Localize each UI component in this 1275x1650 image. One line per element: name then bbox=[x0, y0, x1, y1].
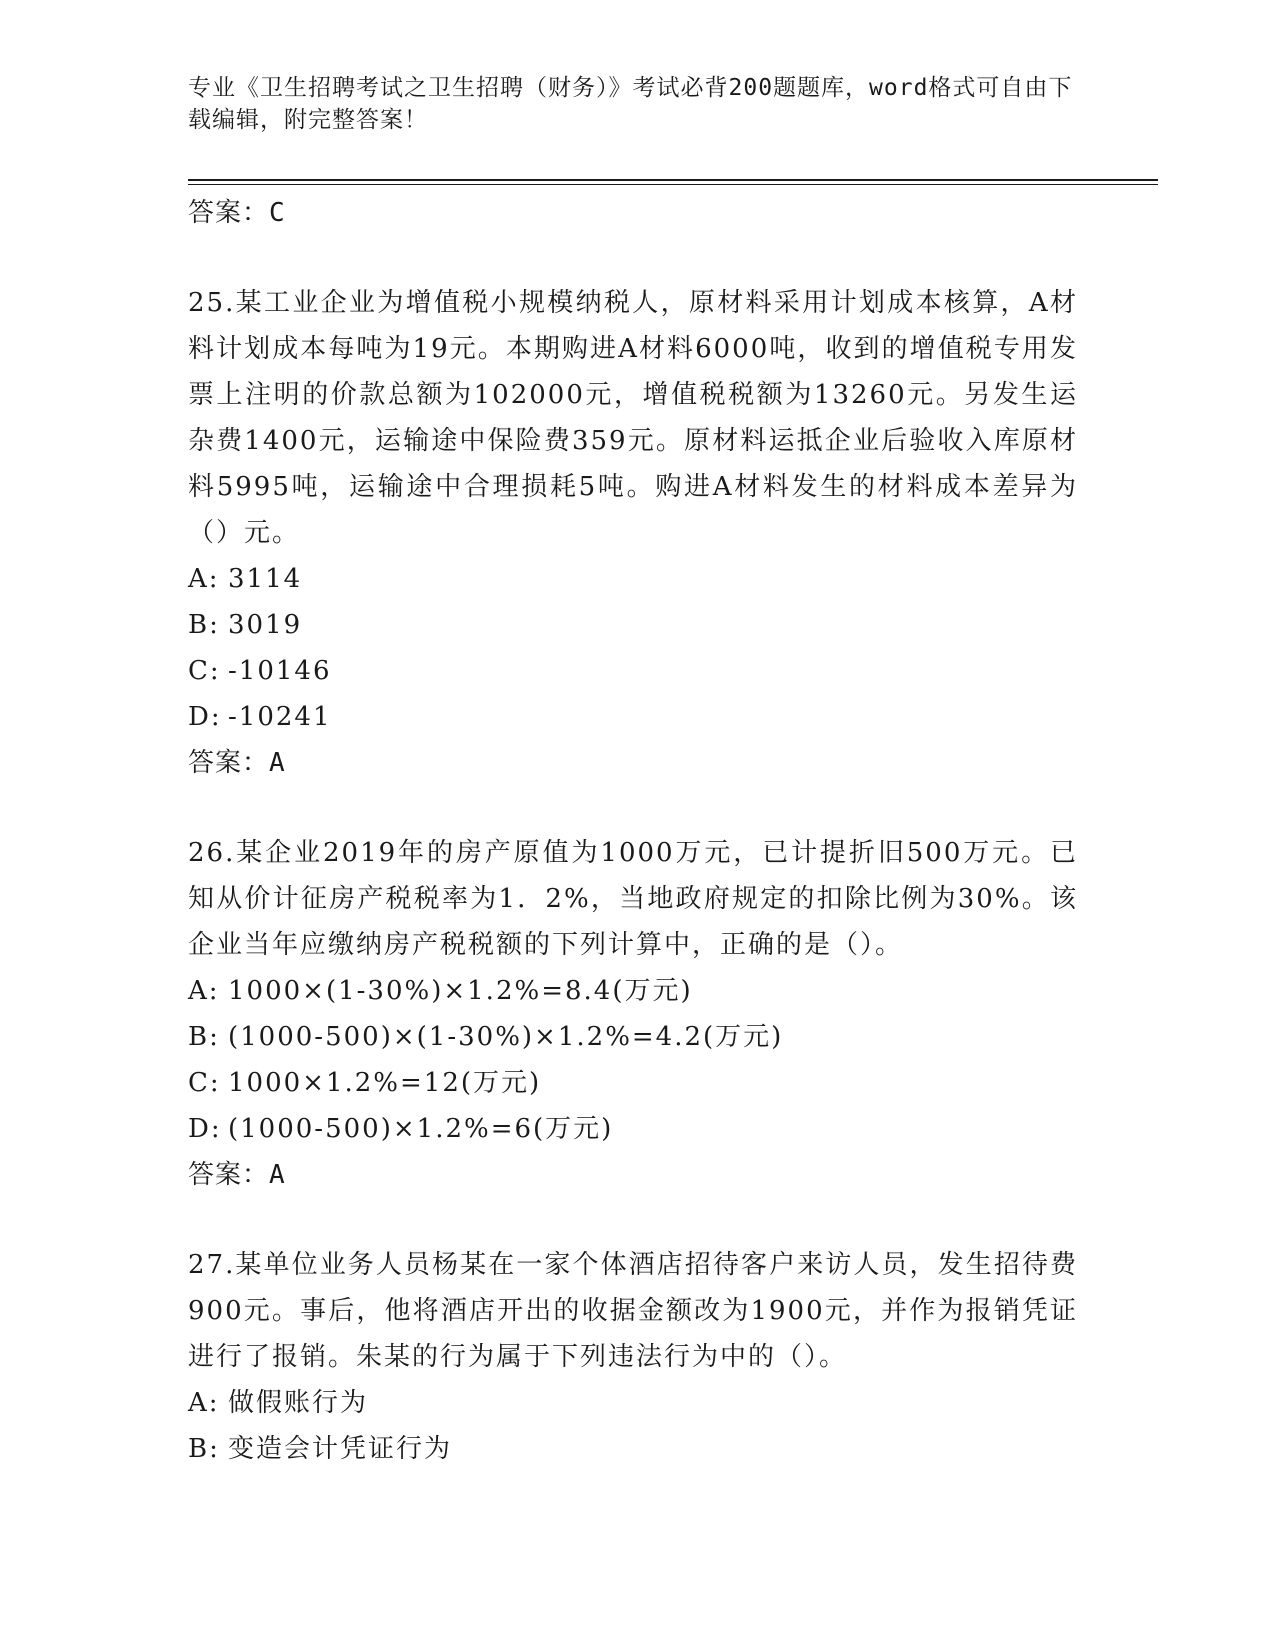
question-text: 27.某单位业务人员杨某在一家个体酒店招待客户来访人员，发生招待费900元。事后，他将酒店开出的收据金额改为1900元，并作为报销凭证进行了报销。朱某的行为属于下列违法行为中的（）。 bbox=[188, 1250, 1078, 1372]
previous-answer: 答案：C bbox=[188, 198, 286, 228]
option-b bbox=[188, 1426, 1078, 1472]
option-c bbox=[188, 1060, 1078, 1106]
option-d bbox=[188, 1106, 1078, 1152]
option-text: 1000×1.2%=12(万元) bbox=[228, 1068, 542, 1098]
option-letter: D: bbox=[188, 702, 222, 732]
question-27 bbox=[188, 1242, 1078, 1472]
option-a bbox=[188, 556, 1078, 602]
option-b bbox=[188, 602, 1078, 648]
option-c bbox=[188, 648, 1078, 694]
option-text: 3114 bbox=[228, 564, 303, 594]
option-letter: B: bbox=[188, 1434, 220, 1464]
question-25 bbox=[188, 280, 1078, 786]
option-letter: B: bbox=[188, 1022, 220, 1052]
option-letter: A: bbox=[188, 976, 220, 1006]
option-text: -10146 bbox=[228, 656, 332, 686]
option-b bbox=[188, 1014, 1078, 1060]
header-text: 专业《卫生招聘考试之卫生招聘（财务）》考试必背200题题库，word格式可自由下载编辑，附完整答案！ bbox=[188, 75, 1073, 133]
option-text: 变造会计凭证行为 bbox=[228, 1434, 453, 1464]
option-text: (1000-500)×1.2%=6(万元) bbox=[228, 1114, 614, 1144]
option-text: -10241 bbox=[228, 702, 332, 732]
question-26 bbox=[188, 830, 1078, 1198]
option-text: 做假账行为 bbox=[228, 1388, 369, 1418]
option-letter: C: bbox=[188, 656, 221, 686]
header-divider-thin bbox=[188, 184, 1158, 185]
question-text: 25.某工业企业为增值税小规模纳税人，原材料采用计划成本核算，A材料计划成本每吨为19元。本期购进A材料6000吨，收到的增值税专用发票上注明的价款总额为102000元，增值税税额为13260元。另发生运杂费1400元，运输途中保险费359元。原材料运抵企业后验收入库原材料5995吨，运输途中合理损耗5吨。购进A材料发生的材料成本差异为（）元。 bbox=[188, 288, 1078, 548]
answer: 答案：A bbox=[188, 748, 286, 778]
option-letter: B: bbox=[188, 610, 220, 640]
document-header bbox=[188, 72, 1088, 136]
option-a bbox=[188, 1380, 1078, 1426]
answer: 答案：A bbox=[188, 1160, 286, 1190]
option-a bbox=[188, 968, 1078, 1014]
question-list bbox=[188, 190, 1078, 1472]
option-letter: C: bbox=[188, 1068, 221, 1098]
option-d bbox=[188, 694, 1078, 740]
option-letter: D: bbox=[188, 1114, 222, 1144]
option-text: (1000-500)×(1-30%)×1.2%=4.2(万元) bbox=[228, 1022, 784, 1052]
question-text: 26.某企业2019年的房产原值为1000万元，已计提折旧500万元。已知从价计征房产税税率为1．2%，当地政府规定的扣除比例为30%。该企业当年应缴纳房产税税额的下列计算中，正确的是（）。 bbox=[188, 838, 1078, 960]
header-divider-thick bbox=[188, 179, 1158, 181]
option-text: 1000×(1-30%)×1.2%=8.4(万元) bbox=[228, 976, 693, 1006]
option-letter: A: bbox=[188, 564, 220, 594]
option-letter: A: bbox=[188, 1388, 220, 1418]
option-text: 3019 bbox=[228, 610, 303, 640]
